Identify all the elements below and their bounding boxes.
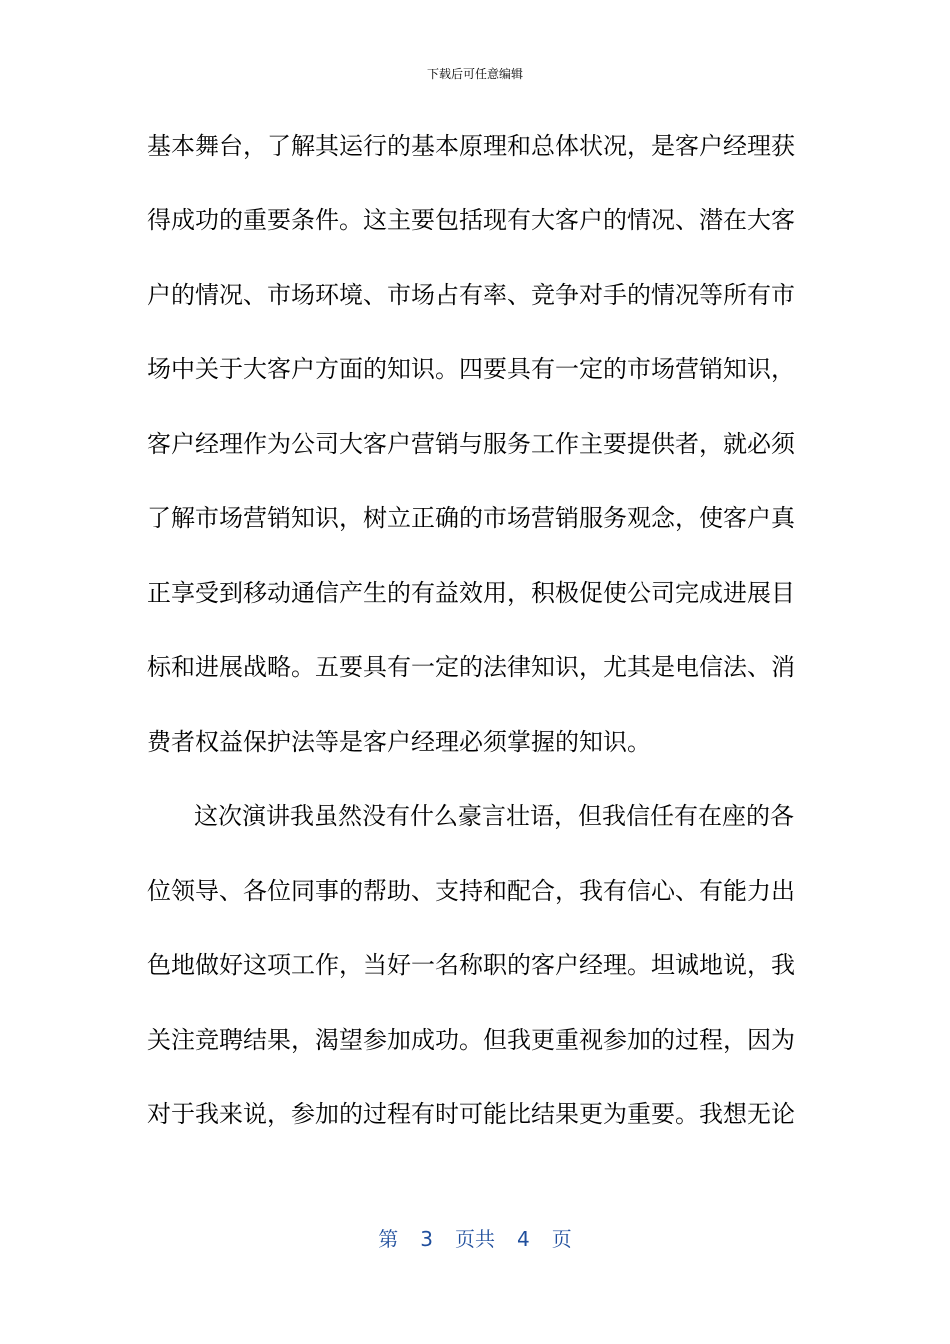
text-line: 户的情况、市场环境、市场占有率、竞争对手的情况等所有市 (147, 281, 795, 309)
page-footer (0, 1226, 950, 1252)
text-line: 费者权益保护法等是客户经理必须掌握的知识。 (147, 728, 651, 756)
text-line: 标和进展战略。五要具有一定的法律知识，尤其是电信法、消 (147, 653, 795, 681)
text-line: 色地做好这项工作，当好一名称职的客户经理。坦诚地说，我 (147, 951, 795, 979)
text-line: 基本舞台，了解其运行的基本原理和总体状况，是客户经理获 (147, 132, 795, 160)
text-line: 客户经理作为公司大客户营销与服务工作主要提供者，就必须 (147, 430, 795, 458)
text-line: 位领导、各位同事的帮助、支持和配合，我有信心、有能力出 (147, 877, 795, 905)
footer-suffix: 页 (551, 1227, 572, 1251)
footer-total-pages: 4 (517, 1227, 530, 1251)
text-line: 对于我来说，参加的过程有时可能比结果更为重要。我想无论 (147, 1100, 795, 1128)
footer-prefix: 第 (378, 1227, 399, 1251)
text-line: 得成功的重要条件。这主要包括现有大客户的情况、潜在大客 (147, 206, 795, 234)
text-line: 场中关于大客户方面的知识。四要具有一定的市场营销知识， (147, 355, 795, 383)
text-line: 了解市场营销知识，树立正确的市场营销服务观念，使客户真 (147, 504, 795, 532)
text-line: 正享受到移动通信产生的有益效用，积极促使公司完成进展目 (147, 579, 795, 607)
text-line: 关注竞聘结果，渴望参加成功。但我更重视参加的过程，因为 (147, 1026, 795, 1054)
page-header: 下载后可任意编辑 (426, 67, 523, 81)
text-line: 这次演讲我虽然没有什么豪言壮语，但我信任有在座的各 (194, 802, 794, 830)
footer-current-page: 3 (420, 1227, 433, 1251)
footer-middle: 页共 (455, 1227, 495, 1251)
